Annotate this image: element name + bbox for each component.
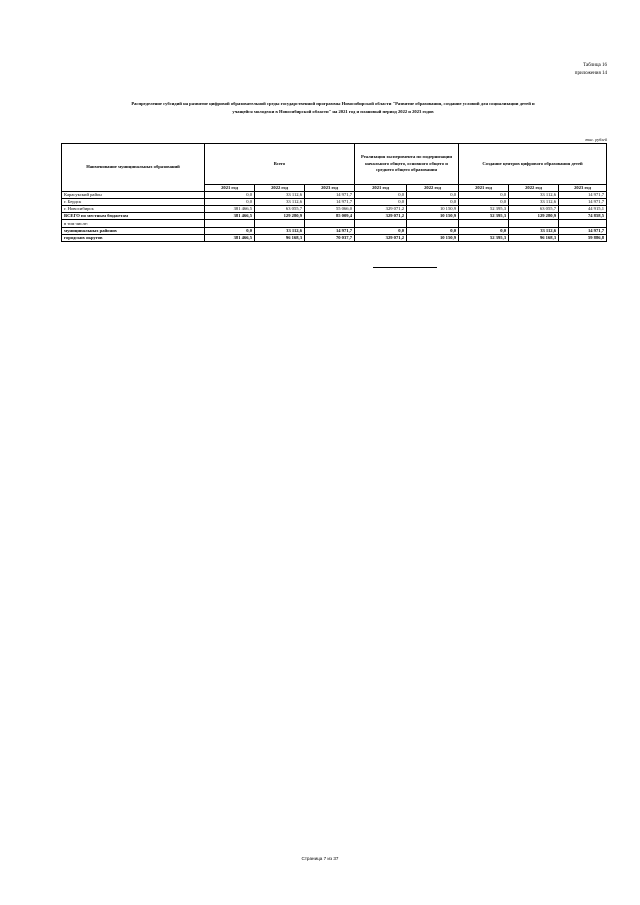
- row-value-cell: 14 971,7: [305, 192, 355, 199]
- col-year-2022: 2022 год: [255, 185, 305, 192]
- row-value-cell: 14 971,7: [305, 228, 355, 235]
- row-municipality-name: г. Новосибирск: [62, 206, 205, 213]
- row-value-cell: 96 168,3: [509, 235, 559, 242]
- row-value-cell: 329 071,2: [355, 213, 407, 220]
- row-value-cell: 0,0: [205, 199, 255, 206]
- table-row: [62, 199, 607, 206]
- col-group-total: Всего: [205, 144, 355, 185]
- row-value-cell: 0,0: [355, 192, 407, 199]
- row-value-cell: [509, 220, 559, 228]
- table-row: [62, 192, 607, 199]
- row-municipality-name: муниципальных районов: [62, 228, 205, 235]
- row-value-cell: 10 150,9: [407, 206, 459, 213]
- row-value-cell: 0,0: [407, 199, 459, 206]
- row-value-cell: 33 112,6: [255, 192, 305, 199]
- row-value-cell: 33 112,6: [509, 228, 559, 235]
- row-value-cell: 329 071,2: [355, 206, 407, 213]
- row-value-cell: 33 112,6: [509, 199, 559, 206]
- row-value-cell: [355, 220, 407, 228]
- col-year-2022: 2022 год: [509, 185, 559, 192]
- separator-line: [373, 267, 437, 268]
- row-value-cell: 381 466,5: [205, 206, 255, 213]
- row-value-cell: 59 886,8: [559, 235, 607, 242]
- row-value-cell: 63 055,7: [255, 206, 305, 213]
- row-value-cell: 14 971,7: [559, 228, 607, 235]
- col-year-2023: 2023 год: [305, 185, 355, 192]
- row-value-cell: 96 168,3: [255, 235, 305, 242]
- row-value-cell: 129 280,9: [509, 213, 559, 220]
- row-value-cell: 74 858,5: [559, 213, 607, 220]
- row-value-cell: 55 066,0: [305, 206, 355, 213]
- row-value-cell: 0,0: [459, 199, 509, 206]
- row-municipality-name: городских округов: [62, 235, 205, 242]
- row-value-cell: 0,0: [459, 228, 509, 235]
- row-value-cell: 14 971,7: [305, 199, 355, 206]
- row-value-cell: 33 112,6: [255, 199, 305, 206]
- col-group-digital-centers: Создание центров цифрового образования детей: [459, 144, 607, 185]
- col-year-2021: 2021 год: [355, 185, 407, 192]
- row-municipality-name: г. Бердск: [62, 199, 205, 206]
- row-value-cell: [255, 220, 305, 228]
- document-title: [60, 100, 606, 115]
- row-value-cell: [459, 220, 509, 228]
- row-value-cell: 0,0: [355, 228, 407, 235]
- row-value-cell: 14 971,7: [559, 199, 607, 206]
- row-value-cell: 44 915,1: [559, 206, 607, 213]
- row-value-cell: 0,0: [407, 192, 459, 199]
- row-value-cell: 381 466,5: [205, 213, 255, 220]
- row-value-cell: 129 280,9: [255, 213, 305, 220]
- row-value-cell: 10 150,9: [407, 235, 459, 242]
- row-value-cell: 329 071,2: [355, 235, 407, 242]
- page-footer: Страница 7 из 37: [301, 856, 339, 861]
- row-value-cell: 0,0: [459, 192, 509, 199]
- col-year-2023: 2023 год: [559, 185, 607, 192]
- units-label: тыс. рублей: [585, 137, 607, 142]
- col-year-2021: 2021 год: [459, 185, 509, 192]
- row-municipality-name: ВСЕГО по местным бюджетам: [62, 213, 205, 220]
- row-value-cell: 10 150,9: [407, 213, 459, 220]
- subsidy-table: [61, 143, 607, 242]
- appendix-number: приложения 14: [574, 71, 607, 76]
- table-row: [62, 213, 607, 220]
- table-row: [62, 220, 607, 228]
- row-value-cell: [205, 220, 255, 228]
- table-number: Таблица 16: [583, 63, 607, 68]
- row-value-cell: 52 395,3: [459, 206, 509, 213]
- col-header-municipality: Наименование муниципальных образований: [62, 144, 205, 192]
- row-value-cell: 14 971,7: [559, 192, 607, 199]
- title-line-2: учащейся молодежи в Новосибирской области" на 2021 год и плановый период 2022 и 2023 годов: [232, 108, 434, 114]
- table-row: [62, 235, 607, 242]
- col-year-2022: 2022 год: [407, 185, 459, 192]
- row-municipality-name: Карасукский район: [62, 192, 205, 199]
- row-value-cell: 52 395,3: [459, 235, 509, 242]
- row-value-cell: 52 395,3: [459, 213, 509, 220]
- row-value-cell: 70 037,7: [305, 235, 355, 242]
- row-value-cell: [305, 220, 355, 228]
- row-value-cell: 33 112,6: [509, 192, 559, 199]
- row-value-cell: 0,0: [205, 192, 255, 199]
- row-value-cell: 33 112,6: [255, 228, 305, 235]
- row-municipality-name: в том числе:: [62, 220, 205, 228]
- col-year-2021: 2021 год: [205, 185, 255, 192]
- row-value-cell: 63 055,7: [509, 206, 559, 213]
- row-value-cell: 0,0: [205, 228, 255, 235]
- row-value-cell: [407, 220, 459, 228]
- row-value-cell: [559, 220, 607, 228]
- table-row: [62, 228, 607, 235]
- table-row: [62, 206, 607, 213]
- row-value-cell: 85 009,4: [305, 213, 355, 220]
- row-value-cell: 381 466,5: [205, 235, 255, 242]
- col-group-experiment: Реализация эксперимента по модернизации начального общего, основного общего и среднего общего образования: [355, 144, 459, 185]
- row-value-cell: 0,0: [355, 199, 407, 206]
- row-value-cell: 0,0: [407, 228, 459, 235]
- title-line-1: Распределение субсидий на развитие цифровой образовательной среды государственной программы Новосибирской области "Развитие образования, создание условий для социализации детей и: [131, 101, 535, 106]
